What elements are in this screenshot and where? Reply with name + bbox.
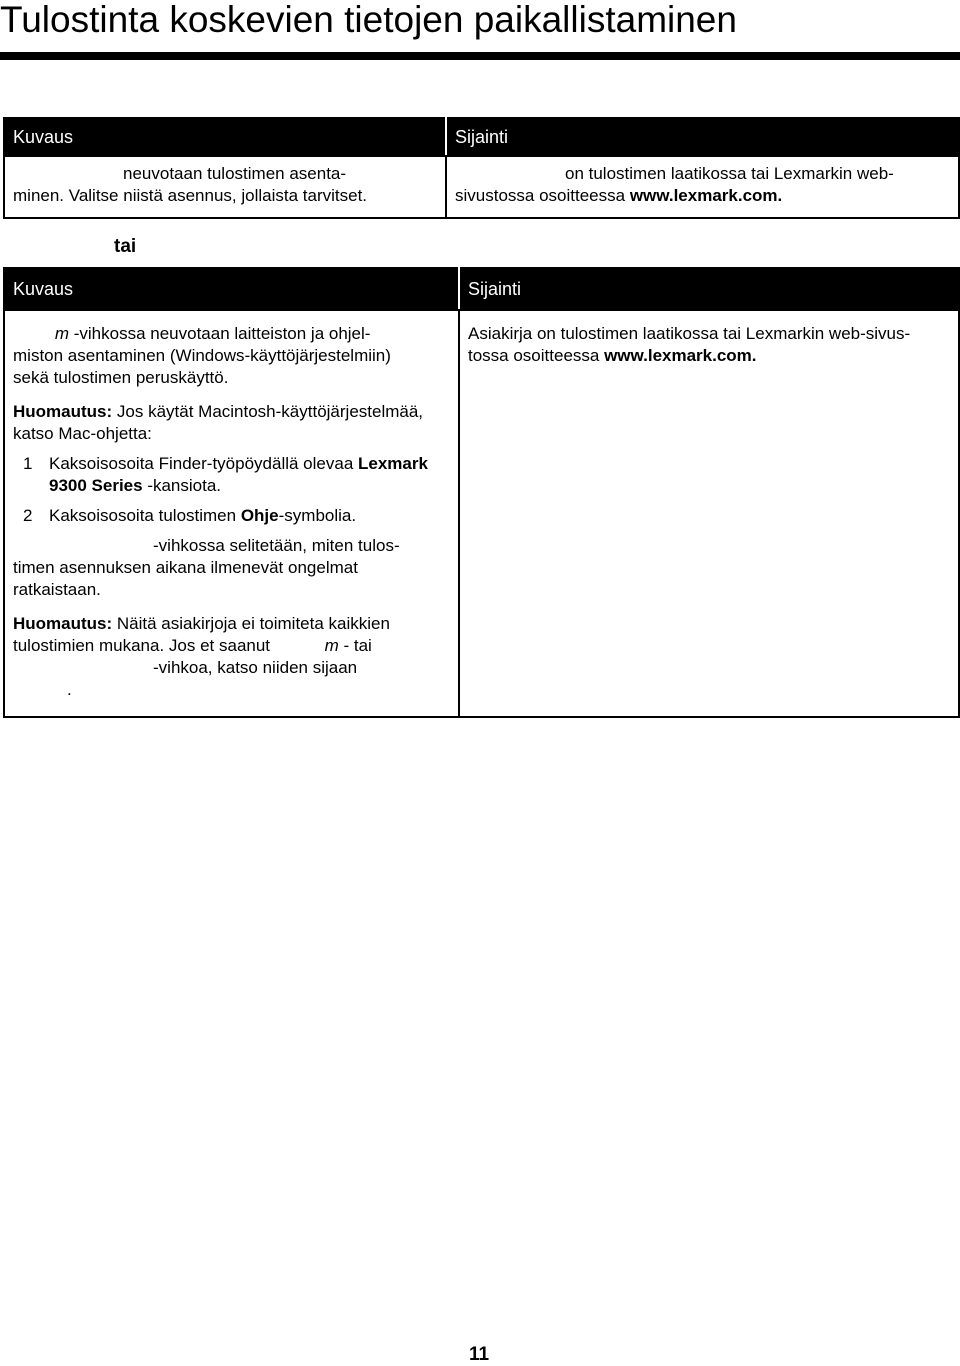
lexmark-link[interactable]: www.lexmark.com. [629, 186, 783, 205]
table2-note1 [13, 401, 450, 423]
table1-desc-line2: minen. Valitse niistä asennus, jollaista tarvitset. [13, 186, 368, 205]
table2-note1-line2: katso Mac-ohjetta: [13, 424, 152, 443]
table1-loc-line2 [455, 185, 950, 207]
step-2-text: Kaksoisosoita tulostimen [49, 506, 241, 525]
table2-para1-rest: -vihkossa neuvotaan laitteiston ja ohjel- [69, 324, 371, 343]
step-2-bold: Ohje [240, 506, 279, 525]
step-2 [13, 505, 450, 527]
table1-header-location: Sijainti [446, 118, 959, 156]
table2-loc-line2-text: tossa osoitteessa [468, 346, 605, 365]
step-1 [13, 453, 450, 497]
page-number: 11 [469, 1344, 490, 1365]
step-2-rest: -symbolia. [278, 506, 357, 525]
step-1-line2-text: -kansiota. [142, 476, 222, 495]
table2-note2 [13, 613, 450, 635]
table2-para1-line2: miston asentaminen (Windows-käyttöjärjestelmiin) [13, 346, 391, 365]
documentation-table-2 [3, 267, 960, 718]
table2-loc-line1: Asiakirja on tulostimen laatikossa tai Lexmarkin web-sivus- [468, 324, 911, 343]
step-1-bold: Lexmark [358, 454, 428, 473]
note2-label: Huomautus: [13, 614, 113, 633]
note2-text: Näitä asiakirjoja ei toimiteta kaikkien [112, 614, 390, 633]
table1-header-description: Kuvaus [4, 118, 446, 156]
table2-para1-line3: sekä tulostimen peruskäyttö. [13, 368, 229, 387]
note2-line2a: tulostimien mukana. Jos et saanut [13, 636, 275, 655]
table1-location-cell [446, 156, 959, 218]
page-title: Tulostinta koskevien tietojen paikallistaminen [0, 0, 737, 40]
lexmark-link-2[interactable]: www.lexmark.com. [604, 346, 757, 365]
note1-text: Jos käytät Macintosh-käyttöjärjestelmää, [112, 402, 424, 421]
table1-loc-line1: on tulostimen laatikossa tai Lexmarkin web- [565, 164, 894, 183]
table2-location-cell [459, 310, 959, 717]
table1-desc-line1: neuvotaan tulostimen asenta- [123, 164, 347, 183]
section-label: tai [114, 236, 137, 257]
step-2-number: 2 [23, 506, 33, 525]
table2-para1 [13, 323, 450, 345]
step-1-text: Kaksoisosoita Finder-työpöydällä olevaa [49, 454, 359, 473]
table2-header-location: Sijainti [459, 268, 959, 310]
table2-description-cell [4, 310, 459, 717]
step-1-number: 1 [23, 454, 33, 473]
note1-label: Huomautus: [13, 402, 113, 421]
table2-para2-line1: -vihkossa selitetään, miten tulos- [153, 536, 400, 555]
note2-line2b: - tai [338, 636, 372, 655]
note2-line2-m: m [324, 636, 339, 655]
table2-para1-m: m [54, 324, 69, 343]
table2-note2-line3: -vihkoa, katso niiden sijaan [153, 658, 358, 677]
step-1-line2-bold: 9300 Series [49, 476, 143, 495]
documentation-table-1 [3, 117, 960, 219]
table1-description-cell [4, 156, 446, 218]
table2-para2-line2: timen asennuksen aikana ilmenevät ongelmat [13, 558, 358, 577]
title-rule [0, 52, 960, 60]
table2-note2-line2 [13, 635, 450, 657]
table2-header-description: Kuvaus [4, 268, 459, 310]
table2-loc-line2 [468, 345, 950, 367]
table1-loc-line2-text: sivustossa osoitteessa [455, 186, 630, 205]
steps-list [13, 453, 450, 527]
table2-note2-line4: . [67, 680, 72, 699]
table2-para2-line3: ratkaistaan. [13, 580, 101, 599]
